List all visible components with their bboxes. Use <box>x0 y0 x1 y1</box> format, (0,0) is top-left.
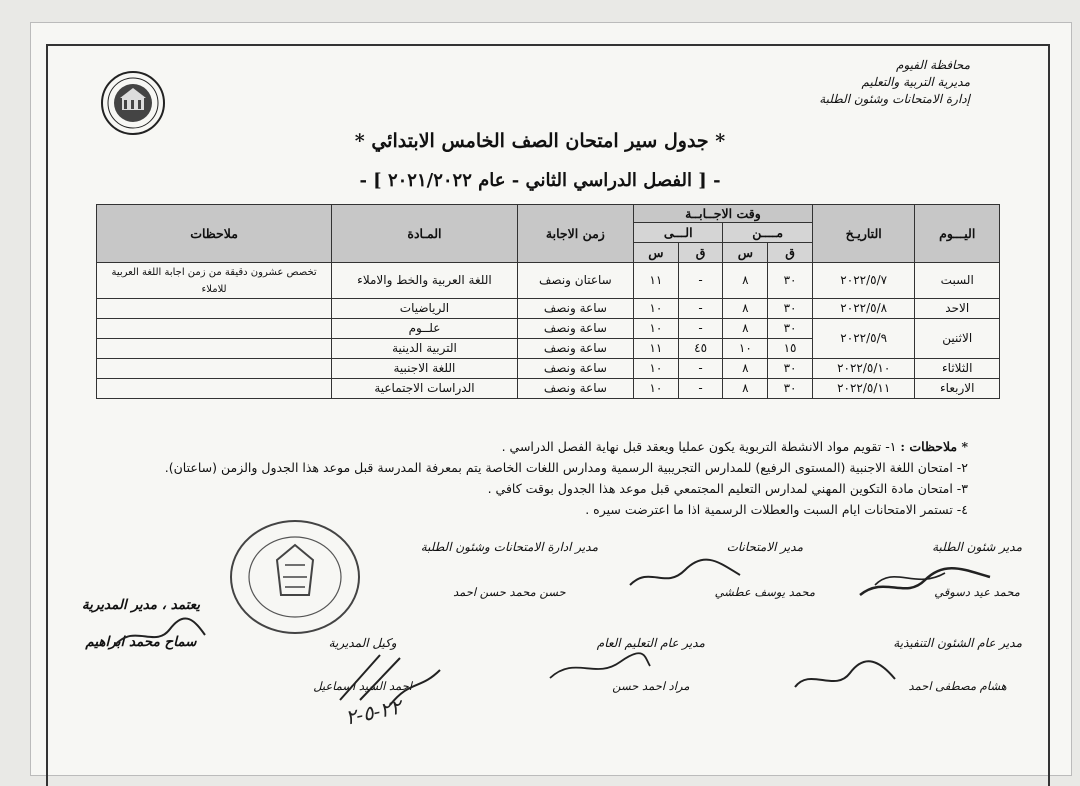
sig-title: وكيل المديرية <box>328 636 397 650</box>
sig-name: حسن محمد حسن احمد <box>453 585 566 599</box>
sig-title: مدير عام الشئون التنفيذية <box>893 636 1022 650</box>
cell-date: ٢٠٢٢/٥/٧ <box>812 263 915 299</box>
sig-title: مدير شئون الطلبة <box>932 540 1022 554</box>
col-answer-time-header: وقت الاجــابــة <box>633 205 812 223</box>
signature-block-executive <box>893 636 1022 694</box>
cell-from-s: ٨ <box>723 299 768 319</box>
cell-to-q: ٤٥ <box>678 339 723 359</box>
cell-to-q: - <box>678 319 723 339</box>
cell-date: ٢٠٢٢/٥/١١ <box>812 379 915 399</box>
cell-duration: ساعة ونصف <box>517 339 633 359</box>
note-4: ٤- تستمر الامتحانات ايام السبت والعطلات الرسمية اذا ما اعترضت سيره . <box>585 502 968 517</box>
handwritten-signature-icon <box>790 655 900 695</box>
sig-title: يعتمد ، مدير المديرية <box>81 597 200 613</box>
cell-to-s: ١٠ <box>633 379 678 399</box>
cell-from-q: ٣٠ <box>768 263 813 299</box>
sig-name: احمد السيد اسماعيل <box>313 679 412 693</box>
sig-name: محمد يوسف عطشي <box>714 585 815 599</box>
cell-note <box>97 379 332 399</box>
handwritten-signature-icon <box>625 555 745 595</box>
cell-duration: ساعتان ونصف <box>517 263 633 299</box>
col-date-header: التاريـخ <box>812 205 915 263</box>
sig-title: مدير الامتحانات <box>726 540 804 554</box>
cell-to-q: - <box>678 379 723 399</box>
col-notes-header: ملاحظات <box>97 205 332 263</box>
table-row <box>97 319 1000 339</box>
document-subtitle: - [ الفصل الدراسي الثاني - عام ٢٠٢١/٢٠٢٢ ] - <box>359 170 721 191</box>
document-title: * جدول سير امتحان الصف الخامس الابتدائي * <box>354 130 726 152</box>
col-day-header: اليـــوم <box>915 205 1000 263</box>
cell-subject: اللغة العربية والخط والاملاء <box>332 263 518 299</box>
cell-note <box>97 299 332 319</box>
table-row <box>97 299 1000 319</box>
col-from-q: ق <box>768 243 813 263</box>
cell-from-s: ٨ <box>723 263 768 299</box>
cell-to-q: - <box>678 263 723 299</box>
note-1 <box>88 436 968 457</box>
department: إدارة الامتحانات وشئون الطلبة <box>819 92 970 106</box>
cell-day: الاحد <box>915 299 1000 319</box>
cell-note <box>97 359 332 379</box>
notes-label: * ملاحظات : <box>900 439 968 454</box>
cell-date: ٢٠٢٢/٥/٩ <box>812 319 915 359</box>
col-to-header: الـــى <box>633 223 722 243</box>
sig-title: مدير ادارة الامتحانات وشئون الطلبة <box>420 540 598 554</box>
col-from-header: مــــن <box>723 223 812 243</box>
handwritten-date: ٢٢-٥-٢ <box>343 694 404 730</box>
cell-to-q: - <box>678 299 723 319</box>
sig-name: محمد عيد دسوقي <box>934 585 1020 599</box>
cell-to-s: ١٠ <box>633 319 678 339</box>
governorate: محافظة الفيوم <box>896 58 970 72</box>
issuer-block <box>819 56 970 108</box>
cell-from-s: ٨ <box>723 359 768 379</box>
cell-duration: ساعة ونصف <box>517 319 633 339</box>
note-3: ٣- امتحان مادة التكوين المهني لمدارس التعليم المجتمعي قبل موعد هذا الجدول بوقت كافي . <box>487 481 968 496</box>
cell-to-q: - <box>678 359 723 379</box>
sig-title: مدير عام التعليم العام <box>596 636 705 650</box>
cell-note: تخصص عشرون دقيقة من زمن اجابة اللغة العربية للاملاء <box>97 263 332 299</box>
cell-day: السبت <box>915 263 1000 299</box>
cell-to-s: ١٠ <box>633 299 678 319</box>
table-row <box>97 379 1000 399</box>
cell-date: ٢٠٢٢/٥/١٠ <box>812 359 915 379</box>
table-row <box>97 359 1000 379</box>
cell-subject: علــوم <box>332 319 518 339</box>
col-to-q: ق <box>678 243 723 263</box>
cell-from-s: ٨ <box>723 379 768 399</box>
note-2: ٢- امتحان اللغة الاجنبية (المستوى الرفيع) للمدارس التجريبية الرسمية ومدارس اللغات الخاصة يتم بمعرفة المدرسة قبل موعد هذا الجدول والزمن (ساعتان). <box>164 460 968 475</box>
cell-from-q: ٣٠ <box>768 379 813 399</box>
cell-to-s: ١١ <box>633 263 678 299</box>
cell-day: الثلاثاء <box>915 359 1000 379</box>
cell-subject: الرياضيات <box>332 299 518 319</box>
sig-name: مراد احمد حسن <box>612 679 690 693</box>
handwritten-signature-icon <box>110 615 210 653</box>
cell-from-q: ٣٠ <box>768 359 813 379</box>
cell-day: الاربعاء <box>915 379 1000 399</box>
exam-schedule-table <box>96 204 1000 399</box>
signature-block-exam-admin <box>421 540 598 600</box>
note-1-text: ١- تقويم مواد الانشطة التربوية يكون عمليا ويعقد قبل نهاية الفصل الدراسي . <box>501 439 897 454</box>
cell-note <box>97 319 332 339</box>
ministry-logo-icon <box>100 70 166 136</box>
col-duration-header: زمن الاجابة <box>517 205 633 263</box>
cell-from-q: ٣٠ <box>768 299 813 319</box>
cell-note <box>97 339 332 359</box>
handwritten-signature-icon <box>855 555 995 605</box>
cell-from-q: ٣٠ <box>768 319 813 339</box>
col-from-s: س <box>723 243 768 263</box>
sig-name: هشام مصطفى احمد <box>908 679 1007 693</box>
cell-to-s: ١١ <box>633 339 678 359</box>
cell-day: الاثنين <box>915 319 1000 359</box>
official-stamp-icon <box>225 515 365 640</box>
col-subject-header: المـادة <box>332 205 518 263</box>
col-to-s: س <box>633 243 678 263</box>
cell-from-s: ١٠ <box>723 339 768 359</box>
directorate: مديرية التربية والتعليم <box>861 75 970 89</box>
cell-subject: الدراسات الاجتماعية <box>332 379 518 399</box>
scan-edge <box>1040 10 1068 770</box>
notes-section <box>88 436 968 520</box>
cell-duration: ساعة ونصف <box>517 299 633 319</box>
sig-name: سماح محمد ابراهيم <box>85 634 197 650</box>
cell-date: ٢٠٢٢/٥/٨ <box>812 299 915 319</box>
cell-from-s: ٨ <box>723 319 768 339</box>
cell-duration: ساعة ونصف <box>517 359 633 379</box>
cell-subject: اللغة الاجنبية <box>332 359 518 379</box>
table-row <box>97 263 1000 299</box>
cell-subject: التربية الدينية <box>332 339 518 359</box>
cell-to-s: ١٠ <box>633 359 678 379</box>
cell-duration: ساعة ونصف <box>517 379 633 399</box>
cell-from-q: ١٥ <box>768 339 813 359</box>
handwritten-signature-icon <box>545 650 655 684</box>
